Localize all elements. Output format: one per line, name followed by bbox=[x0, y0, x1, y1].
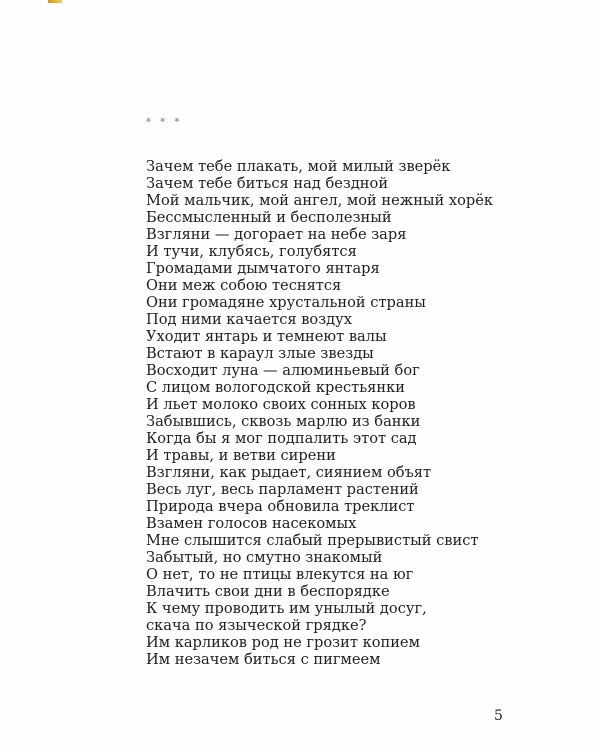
poem-line: Мне слышится слабый прерывистый свист bbox=[146, 532, 479, 550]
poem-line: О нет, то не птицы влекутся на юг bbox=[146, 566, 414, 584]
poem-line: Восходит луна — алюминьевый бог bbox=[146, 362, 420, 380]
poem-line: Им незачем биться с пигмеем bbox=[146, 651, 381, 669]
poem-line: С лицом вологодской крестьянки bbox=[146, 379, 405, 397]
poem-line: Громадами дымчатого янтаря bbox=[146, 260, 380, 278]
poem-line: Встают в караул злые звезды bbox=[146, 345, 374, 363]
section-separator: * * * bbox=[146, 117, 183, 128]
poem-line: Они громадяне хрустальной страны bbox=[146, 294, 426, 312]
poem-line: Мой мальчик, мой ангел, мой нежный хорёк bbox=[146, 192, 494, 210]
poem-line: Уходит янтарь и темнеют валы bbox=[146, 328, 387, 346]
poem-line: скача по языческой грядке? bbox=[146, 617, 367, 635]
poem-line: Забывшись, сквозь марлю из банки bbox=[146, 413, 421, 431]
poem-line: Влачить свои дни в беспорядке bbox=[146, 583, 390, 601]
poem-line: Им карликов род не грозит копием bbox=[146, 634, 420, 652]
poem-line: Они меж собою теснятся bbox=[146, 277, 342, 295]
poem-line: Природа вчера обновила треклист bbox=[146, 498, 415, 516]
poem-line: Весь луг, весь парламент растений bbox=[146, 481, 419, 499]
poem-line: Под ними качается воздух bbox=[146, 311, 352, 329]
poem-line: И льет молоко своих сонных коров bbox=[146, 396, 416, 414]
poem-line: Зачем тебе плакать, мой милый зверёк bbox=[146, 158, 451, 175]
poem-line: И тучи, клубясь, голубятся bbox=[146, 243, 357, 261]
poem-text bbox=[146, 158, 493, 668]
poem-line: Забытый, но смутно знакомый bbox=[146, 549, 383, 567]
poem-line: К чему проводить им унылый досуг, bbox=[146, 600, 427, 618]
poem-line: Бессмысленный и бесполезный bbox=[146, 209, 392, 227]
poem-line: Взгляни — догорает на небе заря bbox=[146, 226, 407, 244]
page-corner-mark bbox=[48, 0, 62, 3]
poem-line: Когда бы я мог подпалить этот сад bbox=[146, 430, 417, 448]
poem-line: И травы, и ветви сирени bbox=[146, 447, 336, 465]
poem-line: Зачем тебе биться над бездной bbox=[146, 175, 389, 193]
poem-line: Взгляни, как рыдает, сиянием объят bbox=[146, 464, 432, 482]
page-number: 5 bbox=[494, 708, 503, 724]
poem-line: Взамен голосов насекомых bbox=[146, 515, 357, 533]
